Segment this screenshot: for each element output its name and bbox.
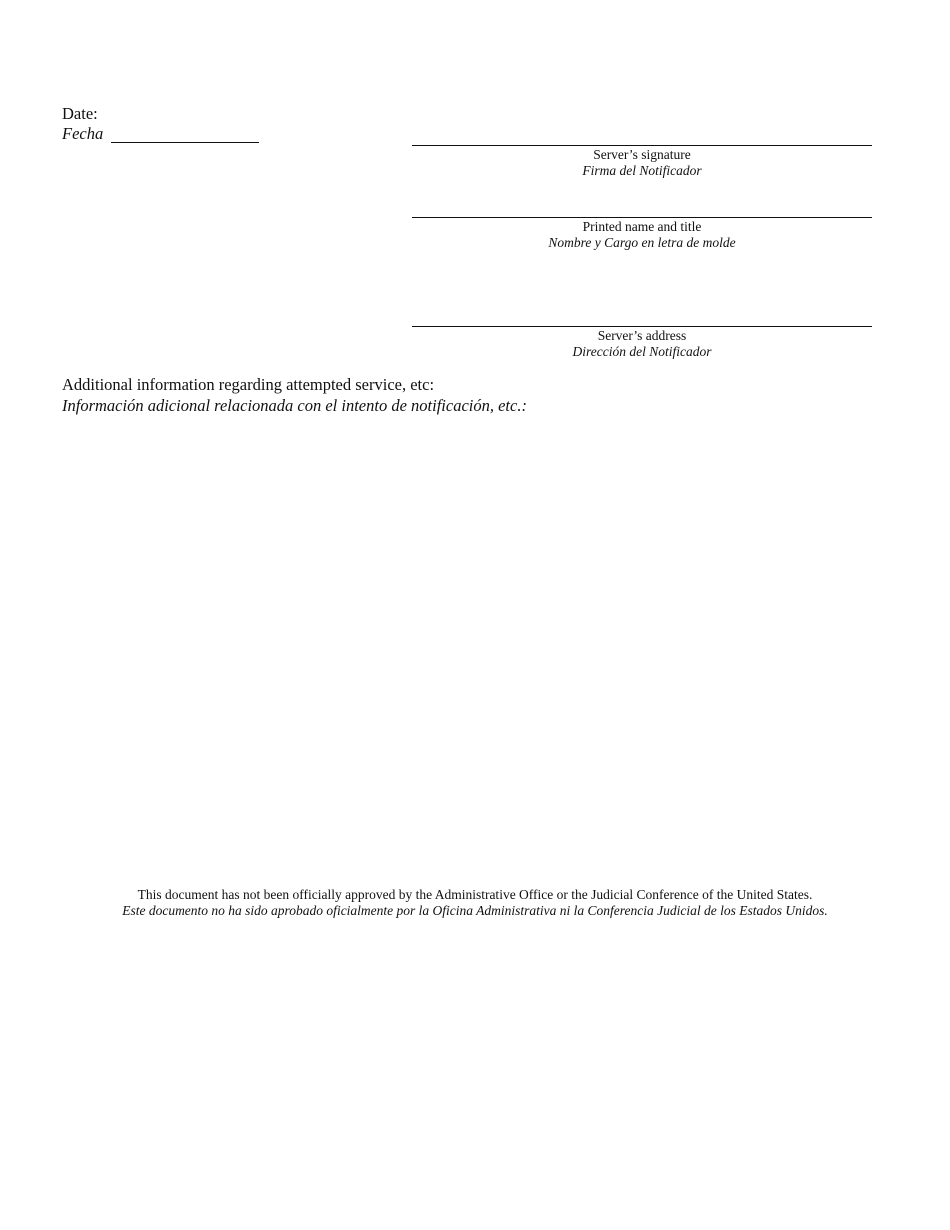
approval-notice xyxy=(0,887,950,919)
server-signature-label-es: Firma del Notificador xyxy=(582,163,702,178)
server-address-block xyxy=(412,326,872,360)
approval-notice-en: This document has not been officially approved by the Administrative Office or the Judicial Conference of the United States. xyxy=(137,887,813,902)
printed-name-label-en: Printed name and title xyxy=(582,219,702,234)
approval-notice-es: Este documento no ha sido aprobado oficialmente por la Oficina Administrativa ni la Conferencia Judicial de los Estados Unidos. xyxy=(122,903,828,918)
printed-name-line[interactable] xyxy=(412,217,872,218)
server-signature-label-en: Server’s signature xyxy=(593,147,691,162)
printed-name-block xyxy=(412,217,872,251)
date-row xyxy=(62,124,259,144)
printed-name-label-es: Nombre y Cargo en letra de molde xyxy=(548,235,736,250)
date-input-line[interactable] xyxy=(111,142,259,143)
additional-info-label-es: Información adicional relacionada con el intento de notificación, etc.: xyxy=(62,396,527,415)
server-signature-line[interactable] xyxy=(412,145,872,146)
date-field-block xyxy=(62,104,259,144)
date-label-es: Fecha xyxy=(62,124,104,143)
server-signature-block xyxy=(412,145,872,179)
additional-info-label-en: Additional information regarding attempted service, etc: xyxy=(62,375,435,394)
server-address-line[interactable] xyxy=(412,326,872,327)
date-label-en: Date: xyxy=(62,104,98,123)
additional-info-block xyxy=(62,374,527,416)
server-address-label-en: Server’s address xyxy=(597,328,687,343)
server-address-label-es: Dirección del Notificador xyxy=(572,344,712,359)
